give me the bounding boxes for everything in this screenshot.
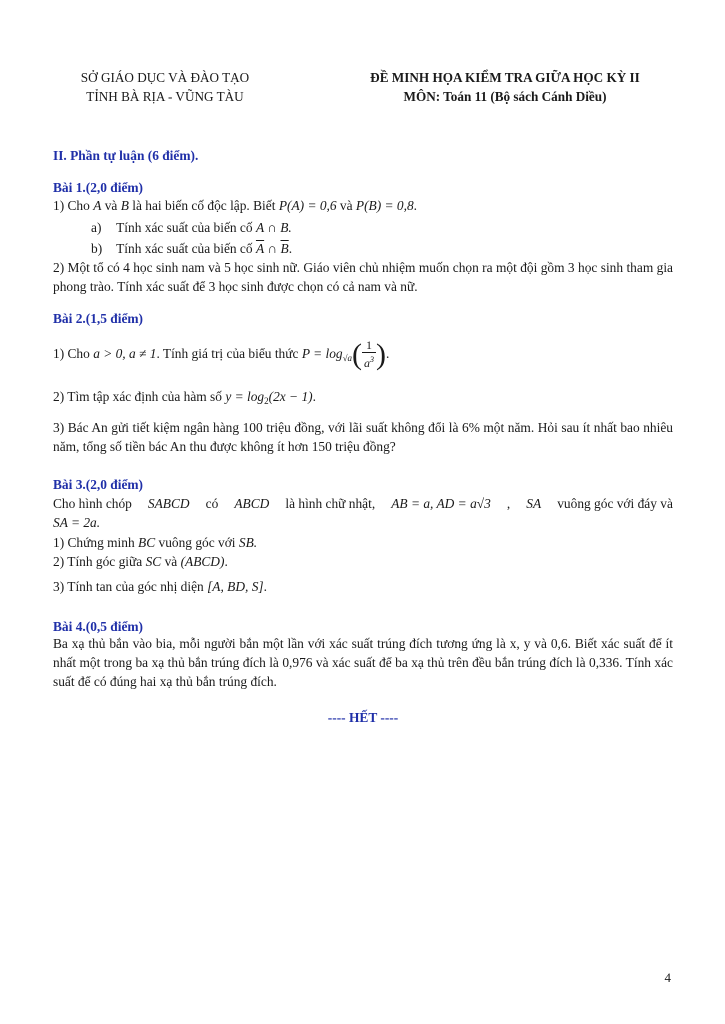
bai2-q1-prefix: 1) Cho <box>53 346 90 361</box>
intersection-symbol: ∩ <box>267 241 278 256</box>
side-lengths: AB = a, AD = a√3 <box>391 496 491 511</box>
bai2-q1 <box>53 334 673 374</box>
end-dot-b: . <box>288 241 293 256</box>
dihedral-angle: [A, BD, S] <box>207 579 264 594</box>
pyramid-name: SABCD <box>147 496 190 511</box>
bai3-q3-prefix: 3) Tính tan của góc nhị diện <box>53 579 204 594</box>
edge-sa: SA <box>526 496 542 511</box>
province-name: TỈNH BÀ RỊA - VŨNG TÀU <box>86 89 244 104</box>
plane-abcd: (ABCD) <box>180 554 225 569</box>
and-word-2: và <box>339 198 353 213</box>
exam-title: ĐỀ MINH HỌA KIỂM TRA GIỮA HỌC KỲ II <box>370 70 640 85</box>
bai1-qa <box>53 218 711 237</box>
bai4-title: Bài 4.(0,5 điểm) <box>53 619 144 634</box>
subject-title: MÔN: Toán 11 (Bộ sách Cánh Diều) <box>403 89 607 104</box>
end-dot-dihedral: . <box>263 579 267 594</box>
bai3-q3 <box>53 577 673 596</box>
right-paren: ) <box>376 337 387 371</box>
and-word: và <box>104 198 118 213</box>
bai3-title: Bài 3.(2,0 điểm) <box>53 477 144 492</box>
base-name: ABCD <box>234 496 270 511</box>
section-title: II. Phần tự luận (6 điểm). <box>53 148 199 163</box>
bai3-intro-line1 <box>53 494 673 513</box>
bai1-qa-expr: A ∩ B. <box>255 220 292 235</box>
bai3-intro <box>53 494 673 532</box>
denominator-exponent: 3 <box>370 355 375 365</box>
bai2-q2-prefix: 2) Tìm tập xác định của hàm số <box>53 389 222 404</box>
complement-a: $\overline{A}$ <box>255 241 265 256</box>
bai3-and: và <box>164 554 178 569</box>
denominator-base: a <box>364 356 371 371</box>
bai3-q2 <box>53 552 673 571</box>
end-dot-y: . <box>312 389 316 404</box>
var-a: A <box>93 198 102 213</box>
fraction-numerator: 1 <box>362 339 376 353</box>
left-paren: ( <box>352 337 363 371</box>
bai2-q2 <box>53 387 673 411</box>
label-b: b) <box>91 241 103 256</box>
header <box>53 68 673 108</box>
intro-c: là hình chữ nhật, <box>285 496 376 511</box>
end-dot: . <box>413 198 418 213</box>
prob-a: P(A) = 0,6 <box>278 198 337 213</box>
bai1-title: Bài 1.(2,0 điểm) <box>53 180 144 195</box>
bai3-q2-prefix: 2) Tính góc giữa <box>53 554 143 569</box>
prob-b: P(B) = 0,8 <box>355 198 414 213</box>
bai1-q1-mid: là hai biến cố độc lập. Biết <box>132 198 276 213</box>
expr-y-log: y = log <box>225 389 265 404</box>
bai2-q3: 3) Bác An gửi tiết kiệm ngân hàng 100 triệu đồng, với lãi suất không đổi là 6% một năm. Hỏi sau ít nhất bao nhiêu năm, tổng số tiền bác An thu được không ít hơn 150 triệu đồng? <box>53 420 673 454</box>
log-base-2: 2 <box>264 396 269 406</box>
bai1-q2: 2) Một tổ có 4 học sinh nam và 5 học sinh nữ. Giáo viên chủ nhiệm muốn chọn ra một đội gồm 3 học sinh tham gia phong trào. Tính xác suất để 3 học sinh được chọn có cả nam và nữ. <box>53 260 673 294</box>
intro-e: vuông góc với đáy và <box>557 496 673 511</box>
department-block <box>53 68 277 106</box>
intro-a: Cho hình chóp <box>53 496 132 511</box>
document-page <box>53 0 673 1024</box>
bai3-q1 <box>53 533 673 552</box>
log-base-sqrt-a: √a <box>342 353 353 363</box>
bai1-q1-prefix: 1) Cho <box>53 198 90 213</box>
intro-b: có <box>205 496 219 511</box>
exam-title-block <box>315 68 695 106</box>
end-marker: ---- HẾT ---- <box>327 710 399 725</box>
segment-sc: SC <box>145 554 162 569</box>
bai1-qb <box>53 239 711 258</box>
complement-b: $\overline{B}$ <box>280 241 289 256</box>
var-b: B <box>120 198 129 213</box>
bai2-q1-condition: a > 0, a ≠ 1 <box>93 346 157 361</box>
segment-sb: SB. <box>238 535 258 550</box>
bai4-text: Ba xạ thủ bắn vào bia, mỗi người bắn một lần với xác suất trúng đích tương ứng là x, y và 0,6. Biết xác suất để ít nhất một trong ba xạ thủ bắn trúng đích là 0,976 và xác suất để ba xạ thủ trên đều bắn trúng đích là 0,336. Tính xác suất để có đúng hai xạ thủ bắn trúng đích. <box>53 636 673 689</box>
bai3-q1-mid: vuông góc với <box>158 535 236 550</box>
end-dot-sc: . <box>224 554 228 569</box>
label-a: a) <box>91 220 102 235</box>
bai3-q1-prefix: 1) Chứng minh <box>53 535 135 550</box>
end-dot-p: . <box>386 346 390 361</box>
expr-p-log: P = log <box>301 346 343 361</box>
fraction <box>362 339 376 370</box>
department-name: SỞ GIÁO DỤC VÀ ĐÀO TẠO <box>80 70 250 85</box>
bai1-qa-text: Tính xác suất của biến cố <box>116 220 253 235</box>
fraction-denominator <box>362 353 376 370</box>
intro-d: , <box>506 496 511 511</box>
bai1-q1 <box>53 196 673 215</box>
log-argument: (2x − 1) <box>268 389 313 404</box>
sa-length: SA = 2a. <box>53 515 101 530</box>
bai1-qb-text: Tính xác suất của biến cố <box>116 241 253 256</box>
segment-bc: BC <box>138 535 156 550</box>
page-number: 4 <box>664 970 671 985</box>
bai2-q1-mid: . Tính giá trị của biểu thức <box>156 346 299 361</box>
bai2-title: Bài 2.(1,5 điểm) <box>53 311 144 326</box>
